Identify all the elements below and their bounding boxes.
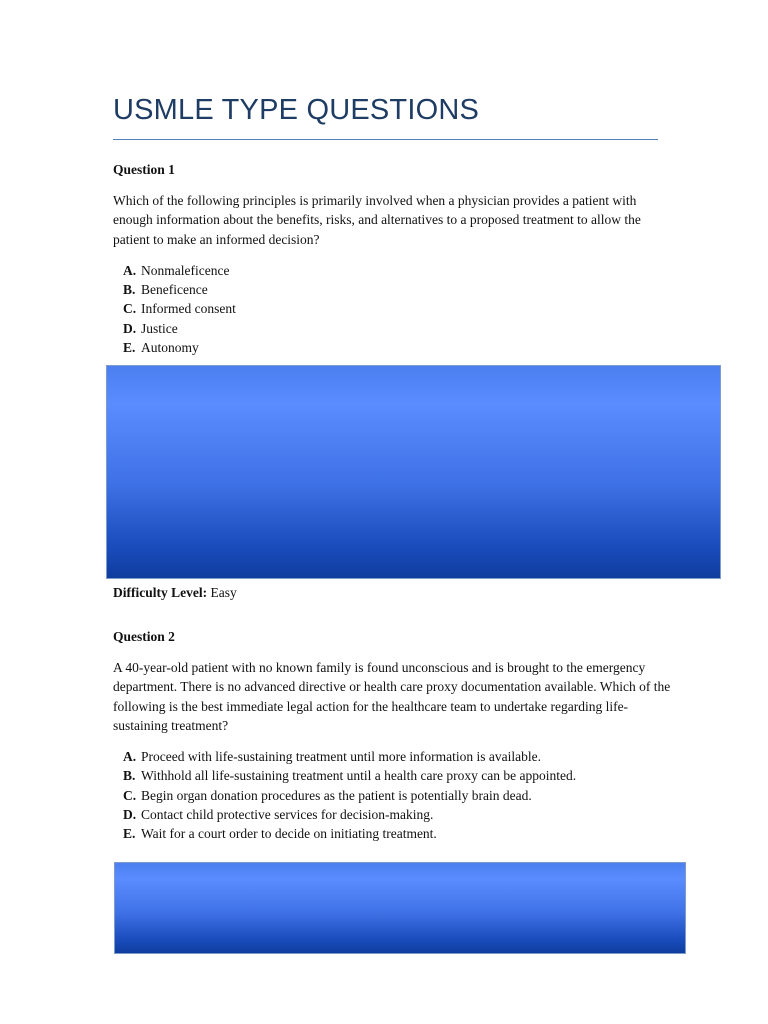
option-letter: D. — [123, 320, 137, 336]
question-1-option-a[interactable] — [123, 261, 673, 280]
question-1-option-b[interactable] — [123, 280, 673, 299]
option-text: Justice — [141, 320, 178, 336]
question-1-option-d[interactable] — [123, 319, 673, 338]
option-text: Nonmaleficence — [141, 262, 230, 278]
question-2 — [113, 627, 673, 843]
question-1-option-e[interactable] — [123, 338, 673, 357]
option-text: Contact child protective services for decision-making. — [141, 806, 434, 822]
question-2-option-d[interactable] — [123, 805, 673, 824]
option-letter: A. — [123, 262, 137, 278]
option-letter: E. — [123, 826, 136, 841]
option-text: Withhold all life-sustaining treatment until a health care proxy can be appointed. — [141, 768, 577, 784]
question-2-option-e[interactable] — [123, 824, 673, 843]
difficulty-level — [113, 583, 237, 602]
question-2-stem: A 40-year-old patient with no known family is found unconscious and is brought to the emergency department. There is no advanced directive or health care proxy documentation available. Which of the following is the best immediate legal action for the healthcare team to undertake regarding life-sustaining treatment? — [113, 660, 671, 733]
option-text: Wait for a court order to decide on initiating treatment. — [141, 826, 437, 841]
option-letter: A. — [123, 749, 137, 765]
option-letter: C. — [123, 787, 137, 803]
option-letter: E. — [123, 339, 136, 355]
question-2-option-c[interactable] — [123, 786, 673, 805]
difficulty-label: Difficulty Level: — [113, 585, 208, 600]
question-2-heading: Question 2 — [113, 629, 175, 644]
option-text: Beneficence — [141, 282, 208, 298]
question-2-option-a[interactable] — [123, 747, 673, 766]
title-divider — [113, 139, 658, 140]
option-letter: B. — [123, 768, 136, 784]
question-1-heading: Question 1 — [113, 162, 175, 177]
question-1-options — [113, 261, 673, 357]
question-2-options — [113, 747, 673, 843]
question-1-option-c[interactable] — [123, 299, 673, 318]
option-letter: D. — [123, 806, 137, 822]
page-title: USMLE TYPE QUESTIONS — [113, 94, 480, 126]
question-2-option-b[interactable] — [123, 766, 673, 785]
option-text: Proceed with life-sustaining treatment until more information is available. — [141, 749, 542, 765]
option-text: Begin organ donation procedures as the patient is potentially brain dead. — [141, 787, 532, 803]
difficulty-value: Easy — [210, 585, 237, 600]
question-1-answer-box[interactable] — [106, 365, 721, 579]
option-letter: C. — [123, 301, 137, 317]
question-1-stem: Which of the following principles is primarily involved when a physician provides a patient with enough information about the benefits, risks, and alternatives to a proposed treatment to allow the patient to make an informed decision? — [113, 193, 641, 247]
question-2-answer-box[interactable] — [114, 862, 686, 954]
question-1 — [113, 160, 673, 357]
option-text: Autonomy — [141, 339, 199, 355]
option-text: Informed consent — [141, 301, 236, 317]
option-letter: B. — [123, 282, 136, 298]
